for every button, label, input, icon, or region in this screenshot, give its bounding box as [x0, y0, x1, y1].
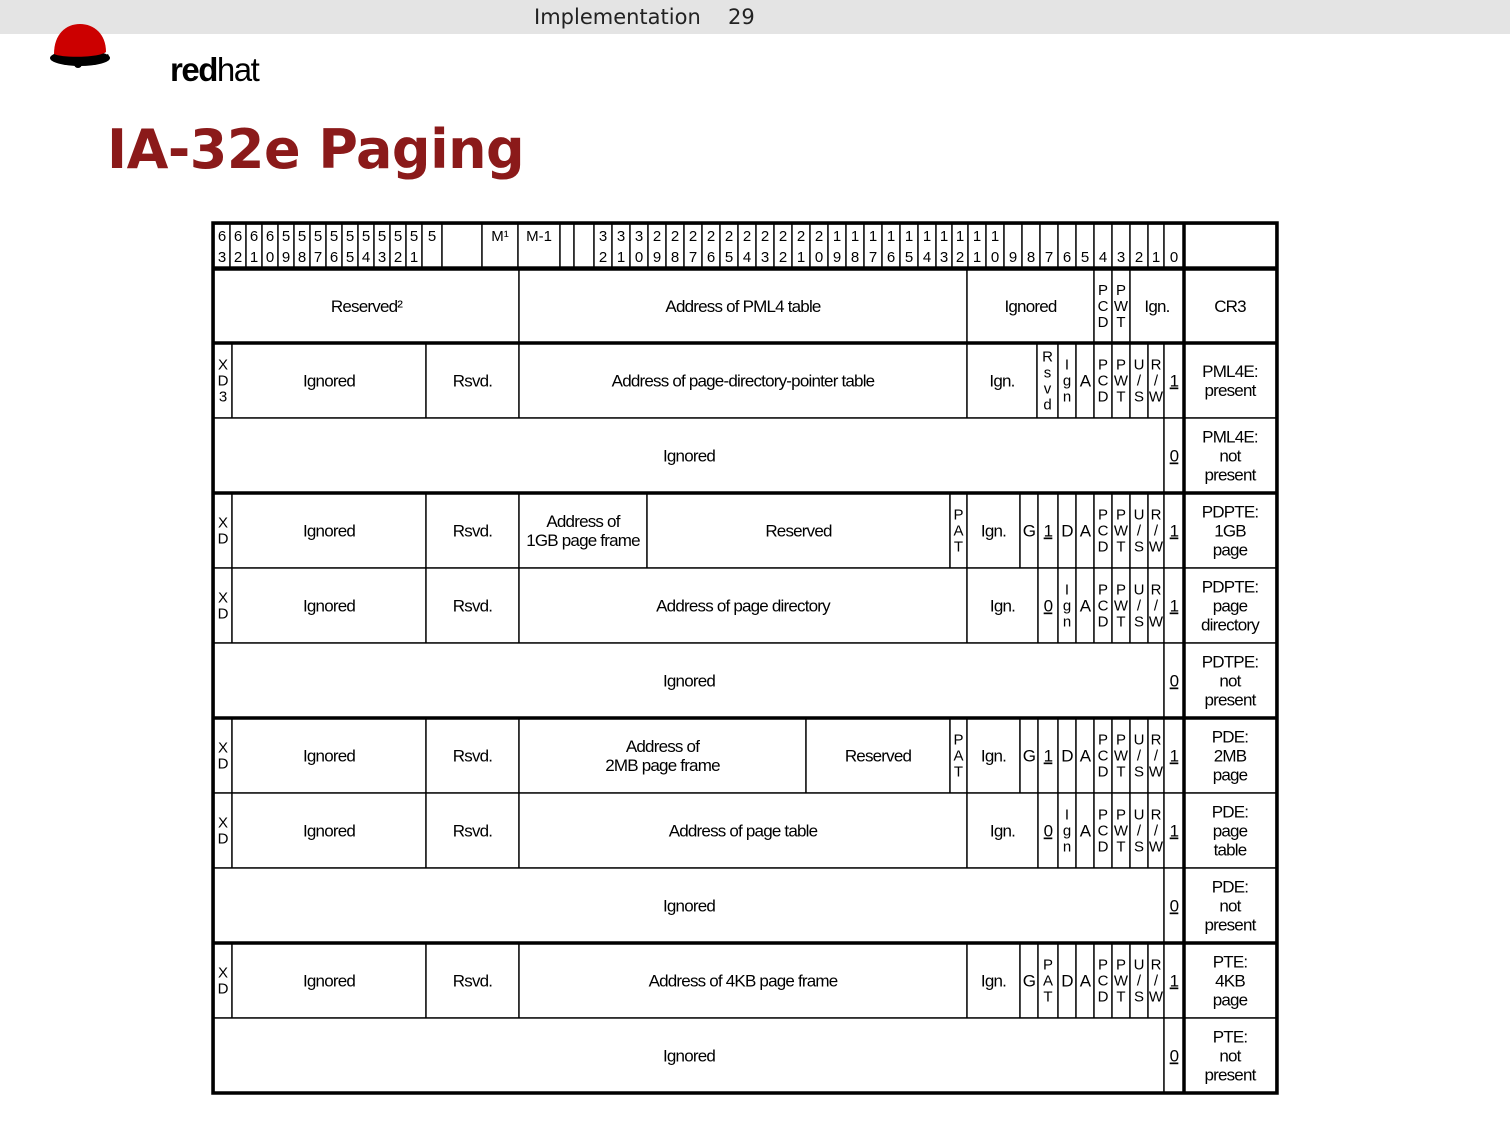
- bit-number-tens: 1: [850, 228, 860, 245]
- bit-number-tens: 2: [652, 228, 662, 245]
- field-text: 1: [1169, 971, 1179, 991]
- field-letter: D: [1097, 988, 1109, 1006]
- field-letter: C: [1097, 747, 1109, 765]
- field-letter: U: [1133, 356, 1145, 374]
- entry-type-text: PML4E:: [1202, 427, 1258, 447]
- field-text: Ignored: [662, 446, 716, 466]
- field-letter: X: [217, 589, 229, 607]
- field-letter: D: [217, 530, 229, 548]
- bit-number-tens: 2: [724, 228, 734, 245]
- field-letter: S: [1133, 388, 1145, 406]
- bit-number-tens: 6: [217, 228, 227, 245]
- bit-number-ones: 0: [634, 249, 644, 266]
- field-letter: W: [1113, 822, 1129, 840]
- entry-type-text: page: [1212, 990, 1248, 1010]
- field-letter: W: [1113, 597, 1129, 615]
- bit-number-ones: 2: [778, 249, 788, 266]
- field-letter: P: [1097, 581, 1109, 599]
- field-letter: g: [1062, 372, 1072, 390]
- field-letter: D: [217, 605, 229, 623]
- bit-number-tens: 1: [904, 228, 914, 245]
- field-letter: P: [953, 506, 964, 524]
- field-text: G: [1022, 971, 1036, 991]
- field-letter: P: [953, 731, 964, 749]
- field-text: 0: [1169, 671, 1179, 691]
- field-text: Address of page directory: [656, 596, 830, 616]
- field-letter: R: [1150, 581, 1162, 599]
- field-text: Ignored: [302, 971, 356, 991]
- field-letter: /: [1136, 372, 1142, 390]
- field-text: Ign.: [980, 746, 1007, 766]
- bit-header-cell: [560, 224, 574, 267]
- field-letter: /: [1153, 972, 1159, 990]
- field-text: Ignored: [302, 596, 356, 616]
- field-letter: /: [1153, 372, 1159, 390]
- entry-type-text: present: [1204, 1065, 1256, 1085]
- field-text: 0: [1043, 821, 1053, 841]
- field-letter: g: [1062, 597, 1072, 615]
- field-letter: P: [1115, 356, 1127, 374]
- field-letter: P: [1097, 506, 1109, 524]
- field-text: A: [1079, 371, 1091, 391]
- bit-number-ones: 8: [297, 249, 307, 266]
- field-letter: S: [1133, 763, 1145, 781]
- field-letter: A: [1042, 972, 1054, 990]
- bit-number-ones: 2: [1134, 249, 1144, 266]
- field-letter: X: [217, 356, 229, 374]
- entry-type-text: not: [1219, 896, 1241, 916]
- bit-number-ones: 7: [868, 249, 878, 266]
- bit-number-ones: 4: [1098, 249, 1108, 266]
- bit-number-tens: 5: [377, 228, 387, 245]
- entry-type-text: PDE:: [1211, 802, 1249, 822]
- bit-number-ones: 2: [233, 249, 243, 266]
- field-letter: C: [1097, 597, 1109, 615]
- field-letter: W: [1113, 372, 1129, 390]
- bit-number-tens: M-1: [526, 228, 552, 245]
- field-letter: P: [1097, 356, 1109, 374]
- field-letter: W: [1113, 298, 1129, 315]
- bit-number-tens: 1: [922, 228, 932, 245]
- field-letter: X: [217, 739, 229, 757]
- field-letter: W: [1113, 972, 1129, 990]
- field-letter: T: [1116, 314, 1126, 331]
- bit-number-ones: 6: [1062, 249, 1072, 266]
- bit-number-tens: 2: [706, 228, 716, 245]
- entry-type-text: table: [1213, 840, 1247, 860]
- bit-number-tens: 1: [955, 228, 965, 245]
- field-text: 1GB page frame: [526, 531, 640, 550]
- entry-type-text: not: [1219, 446, 1241, 466]
- field-text: Ignored: [302, 746, 356, 766]
- field-letter: D: [1097, 388, 1109, 406]
- bit-number-ones: 9: [832, 249, 842, 266]
- bit-number-tens: 3: [616, 228, 626, 245]
- field-letter: /: [1153, 747, 1159, 765]
- field-letter: C: [1097, 372, 1109, 390]
- field-text: Ignored: [662, 896, 716, 916]
- entry-type-text: directory: [1201, 615, 1259, 635]
- field-letter: I: [1064, 356, 1070, 374]
- field-letter: R: [1150, 356, 1162, 374]
- field-letter: W: [1148, 613, 1164, 631]
- field-letter: P: [1097, 956, 1109, 974]
- bit-number-ones: 4: [361, 249, 371, 266]
- logo-wordmark: redhat: [170, 51, 259, 88]
- field-text: 0: [1169, 1046, 1179, 1066]
- bit-number-ones: 1: [616, 249, 626, 266]
- field-letter: n: [1062, 613, 1072, 631]
- field-text: A: [1079, 521, 1091, 541]
- field-text: Ign.: [989, 821, 1016, 841]
- field-letter: T: [1116, 388, 1126, 406]
- field-text: Address of: [546, 512, 620, 531]
- bit-number-ones: 0: [814, 249, 824, 266]
- entry-type-text: present: [1204, 381, 1256, 400]
- field-letter: U: [1133, 806, 1145, 824]
- field-letter: X: [217, 514, 229, 532]
- field-text: Reserved: [844, 746, 912, 766]
- entry-type-text: CR3: [1214, 297, 1246, 316]
- entry-type-text: PDPTE:: [1201, 502, 1259, 522]
- field-text: Rsvd.: [452, 746, 493, 766]
- bit-header-cell: [1184, 224, 1276, 267]
- field-text: Ignored: [1004, 297, 1057, 316]
- bit-number-tens: 5: [393, 228, 403, 245]
- bit-number-ones: 3: [760, 249, 770, 266]
- bit-number-ones: 1: [972, 249, 982, 266]
- field-letter: P: [1115, 806, 1127, 824]
- bit-number-tens: 5: [409, 228, 419, 245]
- field-text: Address of: [625, 737, 700, 756]
- entry-type-text: page: [1212, 596, 1248, 616]
- field-letter: W: [1148, 988, 1164, 1006]
- field-text: Address of page table: [668, 821, 818, 841]
- bit-number-ones: 9: [281, 249, 291, 266]
- field-text: D: [1061, 521, 1073, 541]
- field-letter: S: [1133, 538, 1145, 556]
- field-letter: A: [953, 522, 964, 540]
- field-text: 1: [1169, 596, 1179, 616]
- slide-title: IA-32e Paging: [107, 118, 525, 181]
- bit-number-ones: 8: [670, 249, 680, 266]
- entry-type-text: PDTPE:: [1201, 652, 1259, 672]
- field-letter: D: [1097, 763, 1109, 781]
- field-text: D: [1061, 746, 1073, 766]
- bit-number-ones: 2: [598, 249, 608, 266]
- bit-number-ones: 3: [377, 249, 387, 266]
- bit-number-tens: M¹: [491, 228, 509, 245]
- bit-number-tens: 1: [972, 228, 982, 245]
- field-letter: D: [1097, 538, 1109, 556]
- bit-number-ones: 4: [742, 249, 752, 266]
- field-letter: U: [1133, 581, 1145, 599]
- bit-number-ones: 5: [345, 249, 355, 266]
- bit-number-ones: 7: [688, 249, 698, 266]
- field-letter: P: [1115, 731, 1127, 749]
- field-letter: P: [1115, 282, 1127, 299]
- field-text: 0: [1169, 896, 1179, 916]
- field-letter: D: [1097, 613, 1109, 631]
- field-letter: C: [1097, 822, 1109, 840]
- field-letter: W: [1113, 522, 1129, 540]
- field-letter: D: [217, 755, 229, 773]
- field-letter: n: [1062, 388, 1072, 406]
- bit-number-ones: 0: [265, 249, 275, 266]
- field-text: Rsvd.: [452, 971, 493, 991]
- field-text: 1: [1169, 821, 1179, 841]
- bit-number-ones: 7: [313, 249, 323, 266]
- bit-number-tens: 3: [598, 228, 608, 245]
- field-letter: C: [1097, 298, 1109, 315]
- bit-number-ones: 5: [904, 249, 914, 266]
- field-letter: S: [1133, 613, 1145, 631]
- bit-number-tens: 1: [868, 228, 878, 245]
- bit-number-ones: 5: [1080, 249, 1090, 266]
- bit-number-tens: 5: [281, 228, 291, 245]
- field-letter: P: [1042, 956, 1054, 974]
- field-letter: R: [1042, 348, 1053, 366]
- bit-number-tens: 2: [742, 228, 752, 245]
- bit-number-ones: 9: [1008, 249, 1018, 266]
- bit-number-tens: 1: [886, 228, 896, 245]
- entry-type-text: page: [1212, 540, 1248, 560]
- field-text: Reserved²: [330, 297, 403, 316]
- bit-number-tens: 3: [634, 228, 644, 245]
- field-text: 1: [1169, 371, 1179, 391]
- field-letter: A: [953, 747, 964, 765]
- entry-type-text: not: [1219, 671, 1241, 691]
- section-title: Implementation: [534, 5, 701, 29]
- field-letter: T: [1116, 988, 1126, 1006]
- bit-number-ones: 0: [1169, 249, 1179, 266]
- field-text: A: [1079, 971, 1091, 991]
- field-letter: D: [1097, 838, 1109, 856]
- field-text: Ignored: [662, 1046, 716, 1066]
- field-letter: X: [217, 814, 229, 832]
- field-text: A: [1079, 746, 1091, 766]
- field-letter: D: [1097, 314, 1109, 331]
- bit-header-cell: [442, 224, 482, 267]
- bit-number-tens: 2: [796, 228, 806, 245]
- field-letter: I: [1064, 581, 1070, 599]
- field-letter: T: [1116, 838, 1126, 856]
- bit-number-tens: 2: [688, 228, 698, 245]
- bit-number-ones: 6: [706, 249, 716, 266]
- field-letter: g: [1062, 822, 1072, 840]
- field-letter: /: [1136, 747, 1142, 765]
- field-letter: /: [1153, 822, 1159, 840]
- field-text: Address of page-directory-pointer table: [611, 371, 875, 391]
- field-text: Rsvd.: [452, 821, 493, 841]
- bit-number-ones: 2: [393, 249, 403, 266]
- field-text: Ign.: [1144, 297, 1170, 316]
- field-text: Address of 4KB page frame: [648, 971, 838, 991]
- bit-number-ones: 9: [652, 249, 662, 266]
- field-text: Rsvd.: [452, 371, 493, 391]
- field-letter: W: [1148, 763, 1164, 781]
- field-letter: T: [1116, 763, 1126, 781]
- bit-number-ones: 1: [249, 249, 259, 266]
- bit-number-tens: 5: [361, 228, 371, 245]
- field-letter: D: [217, 830, 229, 848]
- field-letter: W: [1148, 388, 1164, 406]
- bit-number-ones: 7: [1044, 249, 1054, 266]
- field-letter: W: [1148, 838, 1164, 856]
- entry-type-text: PDE:: [1211, 877, 1249, 897]
- field-letter: U: [1133, 956, 1145, 974]
- bit-number-tens: 1: [990, 228, 1000, 245]
- bit-number-ones: 1: [796, 249, 806, 266]
- field-letter: T: [1116, 538, 1126, 556]
- field-letter: R: [1150, 506, 1162, 524]
- field-letter: W: [1113, 747, 1129, 765]
- bit-number-tens: 5: [345, 228, 355, 245]
- field-text: D: [1061, 971, 1073, 991]
- bit-number-tens: 2: [670, 228, 680, 245]
- field-letter: S: [1133, 988, 1145, 1006]
- field-letter: /: [1136, 972, 1142, 990]
- field-text: A: [1079, 596, 1091, 616]
- field-letter: S: [1133, 838, 1145, 856]
- field-letter: P: [1097, 731, 1109, 749]
- bit-number-ones: 8: [850, 249, 860, 266]
- field-text: 1: [1169, 746, 1179, 766]
- bit-number-ones: 0: [990, 249, 1000, 266]
- bit-number-ones: 3: [1116, 249, 1126, 266]
- field-text: Ignored: [302, 521, 356, 541]
- field-letter: /: [1136, 522, 1142, 540]
- entry-type-text: present: [1204, 465, 1256, 485]
- bit-number-tens: 2: [814, 228, 824, 245]
- bit-number-tens: 5: [297, 228, 307, 245]
- bit-number-tens: 5: [427, 228, 437, 245]
- entry-type-text: PML4E:: [1202, 362, 1258, 381]
- page-number: 29: [728, 5, 755, 29]
- field-letter: d: [1043, 396, 1052, 414]
- entry-type-text: 4KB: [1215, 971, 1245, 991]
- entry-type-text: PTE:: [1212, 1027, 1248, 1047]
- field-letter: C: [1097, 972, 1109, 990]
- field-text: Ign.: [980, 521, 1007, 541]
- field-text: 0: [1043, 596, 1053, 616]
- field-text: 2MB page frame: [605, 756, 720, 775]
- entry-type-text: 1GB: [1214, 521, 1246, 541]
- field-text: 0: [1169, 446, 1179, 466]
- field-letter: n: [1062, 838, 1072, 856]
- bit-number-ones: 1: [1151, 249, 1161, 266]
- field-text: Ign.: [989, 371, 1015, 391]
- entry-type-text: present: [1204, 915, 1256, 935]
- entry-type-text: PTE:: [1212, 952, 1248, 972]
- entry-type-text: page: [1212, 765, 1248, 785]
- field-text: G: [1022, 746, 1036, 766]
- bit-number-tens: 1: [832, 228, 842, 245]
- field-letter: W: [1148, 538, 1164, 556]
- bit-number-tens: 6: [233, 228, 243, 245]
- field-letter: I: [1064, 806, 1070, 824]
- field-letter: T: [953, 763, 964, 781]
- field-letter: U: [1133, 731, 1145, 749]
- field-letter: R: [1150, 731, 1162, 749]
- bit-number-tens: 5: [313, 228, 323, 245]
- bit-number-ones: 4: [922, 249, 932, 266]
- bit-number-ones: 3: [939, 249, 949, 266]
- field-text: Ignored: [302, 821, 356, 841]
- field-letter: P: [1115, 506, 1127, 524]
- field-letter: U: [1133, 506, 1145, 524]
- field-letter: T: [1043, 988, 1053, 1006]
- bit-number-tens: 2: [778, 228, 788, 245]
- bit-header-cell: [574, 224, 594, 267]
- field-letter: P: [1115, 956, 1127, 974]
- field-text: Ignored: [662, 671, 716, 691]
- field-text: Ign.: [980, 971, 1007, 991]
- entry-type-text: PDPTE:: [1201, 577, 1259, 597]
- bit-number-tens: 5: [329, 228, 339, 245]
- bit-number-tens: 1: [939, 228, 949, 245]
- field-text: Rsvd.: [452, 596, 493, 616]
- field-text: Ign.: [989, 596, 1016, 616]
- field-letter: X: [217, 964, 229, 982]
- bit-number-ones: 3: [217, 249, 227, 266]
- field-letter: /: [1136, 822, 1142, 840]
- field-text: 1: [1043, 521, 1053, 541]
- field-letter: R: [1150, 956, 1162, 974]
- field-letter: P: [1097, 806, 1109, 824]
- field-text: 1: [1169, 521, 1179, 541]
- field-letter: P: [1115, 581, 1127, 599]
- field-text: Reserved: [765, 521, 832, 541]
- entry-type-text: present: [1204, 690, 1256, 710]
- field-letter: /: [1153, 522, 1159, 540]
- bit-number-ones: 6: [886, 249, 896, 266]
- field-letter: /: [1136, 597, 1142, 615]
- bit-number-ones: 5: [724, 249, 734, 266]
- field-letter: T: [953, 538, 964, 556]
- bit-number-ones: 8: [1026, 249, 1036, 266]
- field-letter: D: [217, 980, 229, 998]
- field-text: Rsvd.: [452, 521, 493, 541]
- entry-type-text: page: [1212, 821, 1248, 841]
- field-letter: C: [1097, 522, 1109, 540]
- field-letter: /: [1153, 597, 1159, 615]
- entry-type-text: not: [1219, 1046, 1241, 1066]
- field-letter: D: [217, 372, 229, 390]
- bit-number-tens: 6: [265, 228, 275, 245]
- field-text: 1: [1043, 746, 1053, 766]
- entry-type-text: 2MB: [1213, 746, 1247, 766]
- field-letter: P: [1097, 282, 1109, 299]
- bit-number-tens: 2: [760, 228, 770, 245]
- field-letter: v: [1043, 380, 1052, 398]
- bit-number-ones: 2: [955, 249, 965, 266]
- field-letter: 3: [218, 388, 228, 406]
- field-letter: R: [1150, 806, 1162, 824]
- field-text: Address of PML4 table: [665, 297, 821, 316]
- bit-number-ones: 6: [329, 249, 339, 266]
- bit-number-ones: 1: [409, 249, 419, 266]
- field-text: Ignored: [302, 371, 356, 391]
- bit-number-tens: 6: [249, 228, 259, 245]
- field-letter: T: [1116, 613, 1126, 631]
- entry-type-text: PDE:: [1211, 727, 1249, 747]
- field-text: G: [1022, 521, 1036, 541]
- field-text: A: [1079, 821, 1091, 841]
- field-letter: s: [1043, 364, 1052, 382]
